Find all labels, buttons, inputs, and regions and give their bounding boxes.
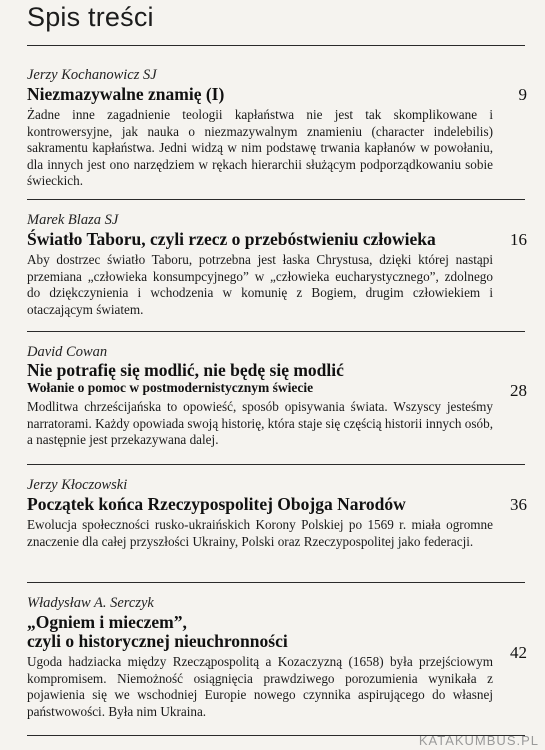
entry-page-number: 9 <box>518 85 527 104</box>
entry-page-number: 16 <box>510 230 527 249</box>
entry-divider <box>27 582 525 583</box>
toc-entry <box>27 212 527 318</box>
entry-author: Władysław A. Serczyk <box>27 595 154 611</box>
entry-divider <box>27 331 525 332</box>
entry-divider <box>27 199 525 200</box>
entry-author: Jerzy Kłoczowski <box>27 477 128 493</box>
entry-title: Początek końca Rzeczypospolitej Obojga Narodów <box>27 494 406 514</box>
entry-author: Marek Blaza SJ <box>27 212 119 228</box>
toc-entry <box>27 477 527 550</box>
entry-title: Światło Taboru, czyli rzecz o przebóstwieniu człowieka <box>27 229 436 249</box>
entry-title: Niezmazywalne znamię (I) <box>27 84 225 104</box>
entry-divider <box>27 464 525 465</box>
entry-description: Ewolucja społeczności rusko-ukraińskich Korony Polskiej po 1569 r. miała ogromne znaczenie dla całej przyszłości Ukrainy, Polski oraz Rzeczypospolitej jako federacji. <box>27 517 493 549</box>
entry-title-row <box>27 360 527 400</box>
entry-description: Ugoda hadziacka między Rzecząpospolitą a Kozaczyzną (1658) była przejściowym kompromisem. Niemożność osiągnięcia prawdziwego porozumienia wynikała z pojawienia się we wschodniej Europie nowego czynnika aspirującego do własnej państwowości. Była nim Ukraina. <box>27 654 493 719</box>
entry-title-row <box>27 230 527 249</box>
site-watermark: KATAKUMBUS.PL <box>418 733 539 748</box>
entry-subtitle: Wołanie o pomoc w postmodernistycznym świecie <box>27 380 314 395</box>
entry-page-number: 28 <box>510 381 527 400</box>
entry-page-number: 42 <box>510 643 527 662</box>
toc-entry <box>27 344 527 449</box>
top-rule <box>27 45 525 46</box>
entry-description: Modlitwa chrześcijańska to opowieść, sposób opisywania świata. Wszyscy jesteśmy narratorami. Każdy opowiada swoją historię, która staje się częścią historii innych osób, a następnie jest przekazywana dalej. <box>27 399 493 447</box>
toc-entry <box>27 67 527 190</box>
entry-title: Nie potrafię się modlić, nie będę się modlić <box>27 360 344 380</box>
entry-title-row <box>27 495 527 514</box>
entry-title-row <box>27 612 527 662</box>
entry-description: Żadne inne zagadnienie teologii kapłaństwa nie jest tak skomplikowane i kontrowersyjne, jak nauka o niezmazywalnym znamieniu (character indelebilis) sakramentu kapłaństwa. Jedni widzą w nim podstawę trwania kapłanów w powołaniu, dla innych jest ono narzędziem w rękach hierarchii służącym podporządkowaniu sobie świeckich. <box>27 107 493 188</box>
entry-page-number: 36 <box>510 495 527 514</box>
entry-description: Aby dostrzec światło Taboru, potrzebna jest łaska Chrystusa, dzięki której nastąpi przemiana „człowieka konsumpcyjnego” w „człowieka eucharystycznego”, zdolnego do dziękczynienia i wchodzenia w komunię z Bogiem, drugim człowiekiem i otaczającym światem. <box>27 252 493 317</box>
toc-heading: Spis treści <box>27 2 154 32</box>
entry-author: Jerzy Kochanowicz SJ <box>27 67 157 83</box>
entry-title-row <box>27 85 527 104</box>
entry-title: „Ogniem i mieczem”, <box>27 612 187 632</box>
toc-entry <box>27 595 527 720</box>
entry-subtitle: czyli o historycznej nieuchronności <box>27 631 288 651</box>
entry-author: David Cowan <box>27 344 108 360</box>
